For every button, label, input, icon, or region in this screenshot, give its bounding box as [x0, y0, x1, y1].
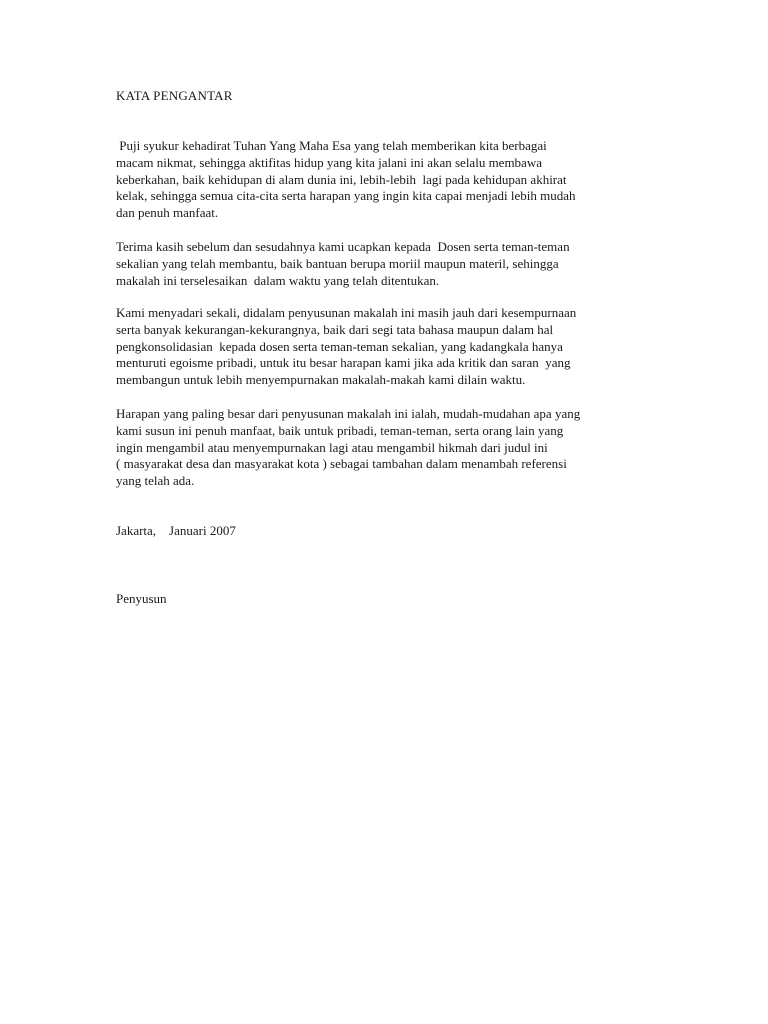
paragraph-line: menturuti egoisme pribadi, untuk itu besar harapan kami jika ada kritik dan saran yang [116, 355, 571, 371]
paragraph-line: sekalian yang telah membantu, baik bantuan berupa moriil maupun materil, sehingga [116, 255, 559, 271]
paragraph-line: Terima kasih sebelum dan sesudahnya kami ucapkan kepada Dosen serta teman-teman [116, 239, 570, 254]
paragraph-3 [116, 305, 676, 389]
paragraph-line: keberkahan, baik kehidupan di alam dunia ini, lebih-lebih lagi pada kehidupan akhirat [116, 171, 567, 187]
paragraph-1 [116, 138, 676, 222]
paragraph-2 [116, 239, 676, 289]
paragraph-line: Harapan yang paling besar dari penyusunan makalah ini ialah, mudah-mudahan apa yang [116, 406, 581, 421]
paragraph-line: ( masyarakat desa dan masyarakat kota ) sebagai tambahan dalam menambah referensi [116, 456, 567, 472]
signer-name: Penyusun [116, 591, 167, 606]
paragraph-line: dan penuh manfaat. [116, 205, 219, 221]
paragraph-line: pengkonsolidasian kepada dosen serta teman-teman sekalian, yang kadangkala hanya [116, 338, 563, 354]
paragraph-line: ingin mengambil atau menyempurnakan lagi atau mengambil hikmah dari judul ini [116, 439, 548, 455]
document-title: KATA PENGANTAR [116, 88, 233, 103]
paragraph-line: serta banyak kekurangan-kekurangnya, baik dari segi tata bahasa maupun dalam hal [116, 321, 554, 337]
paragraph-4 [116, 406, 676, 490]
paragraph-line: kami susun ini penuh manfaat, baik untuk pribadi, teman-teman, serta orang lain yang [116, 422, 564, 438]
paragraph-line: makalah ini terselesaikan dalam waktu yang telah ditentukan. [116, 272, 440, 288]
paragraph-line: membangun untuk lebih menyempurnakan makalah-makah kami dilain waktu. [116, 372, 526, 388]
place-date: Jakarta, Januari 2007 [116, 523, 236, 538]
paragraph-line: Puji syukur kehadirat Tuhan Yang Maha Esa yang telah memberikan kita berbagai [116, 138, 547, 153]
paragraph-line: Kami menyadari sekali, didalam penyusunan makalah ini masih jauh dari kesempurnaan [116, 305, 577, 320]
paragraph-line: macam nikmat, sehingga aktifitas hidup yang kita jalani ini akan selalu membawa [116, 154, 542, 170]
paragraph-line: kelak, sehingga semua cita-cita serta harapan yang ingin kita capai menjadi lebih mudah [116, 188, 576, 204]
paragraph-line: yang telah ada. [116, 473, 195, 489]
